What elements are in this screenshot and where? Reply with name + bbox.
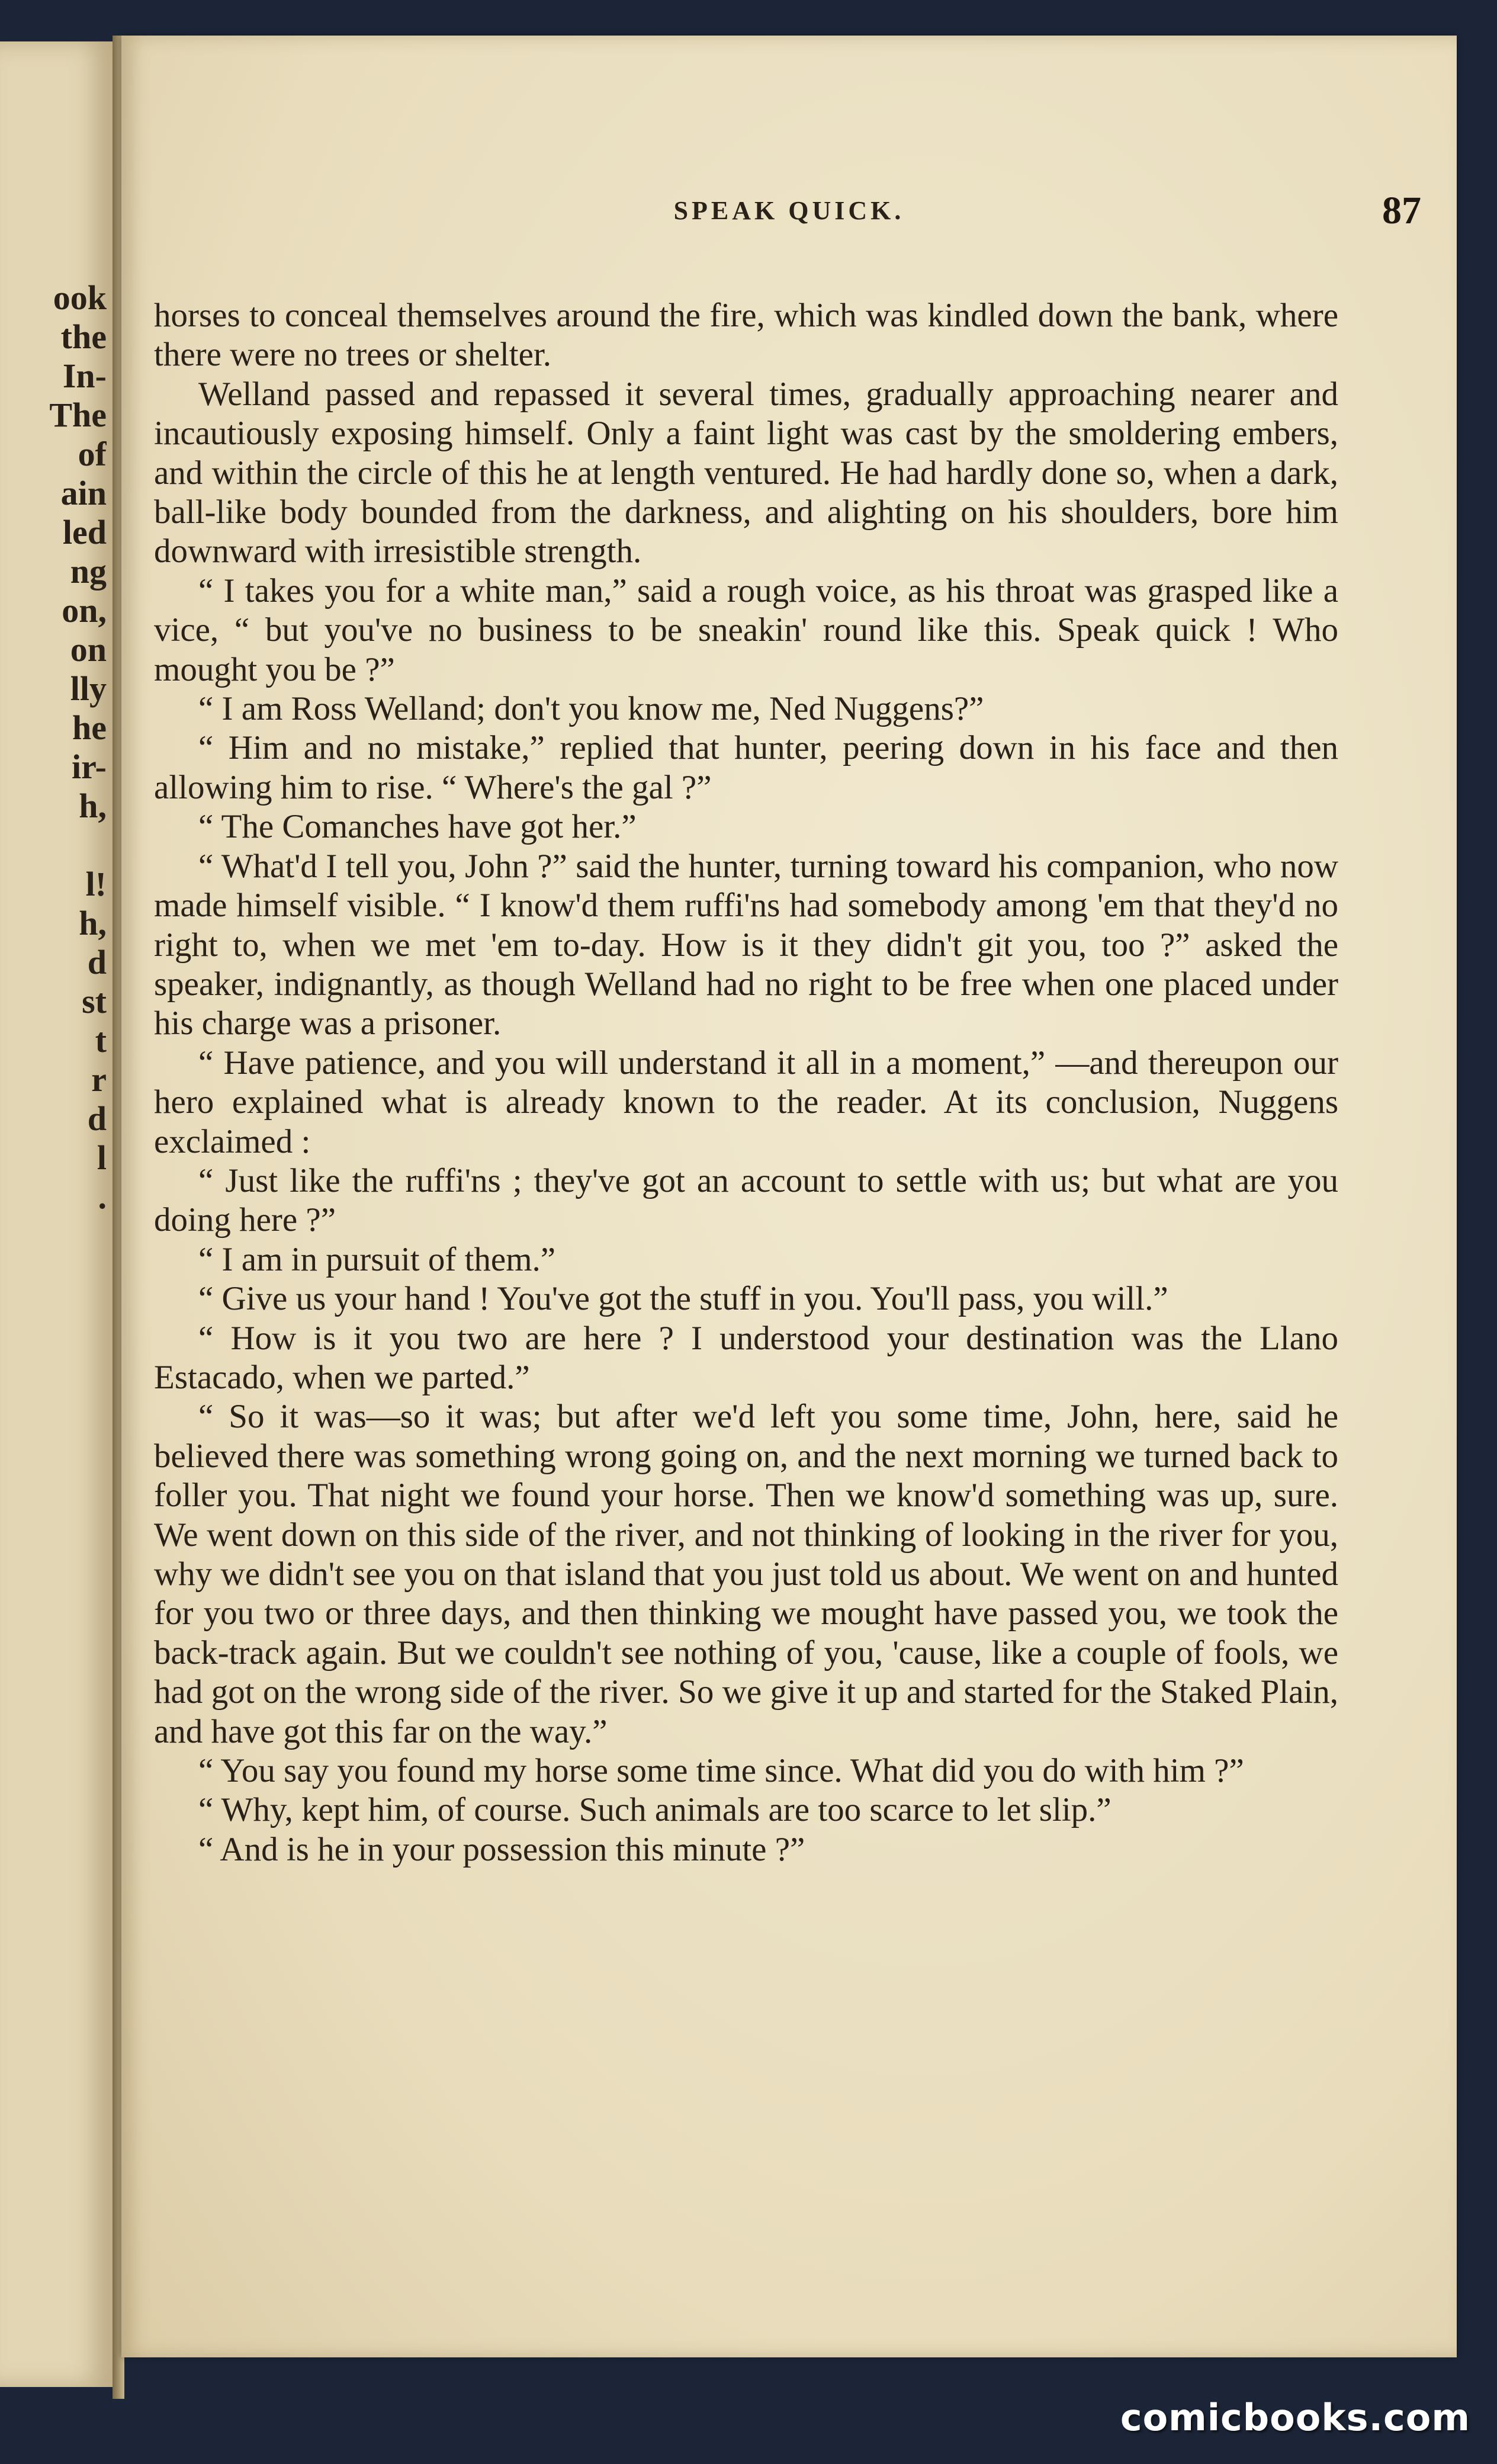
paragraph: “ I am Ross Welland; don't you know me, Ned Nuggens?” — [198, 690, 984, 728]
previous-page-line: led — [62, 513, 107, 551]
previous-page-line: he — [72, 708, 107, 747]
previous-page-line: ook — [53, 278, 107, 317]
previous-page-line: The — [49, 396, 107, 434]
book-page — [121, 36, 1457, 2357]
paragraph: “ Him and no mistake,” replied that hunter, peering down in his face and then allowing him to rise. “ Where's the gal ?” — [154, 729, 1338, 806]
paragraph: horses to conceal themselves around the fire, which was kindled down the bank, where there were no trees or shelter. — [154, 297, 1338, 374]
paragraph: “ I am in pursuit of them.” — [198, 1240, 556, 1278]
site-watermark: comicbooks.com — [1120, 2396, 1470, 2439]
page-number: 87 — [1382, 189, 1421, 232]
previous-page-line — [0, 826, 107, 865]
previous-page-line: d — [87, 1099, 107, 1138]
paragraph: Welland passed and repassed it several times, gradually approaching nearer and incautiously exposing himself. Only a faint light was cast by the smoldering embers, and within the circle of this he at length ventured. He had hardly done so, when a dark, ball-like body bounded from the darkness, and alighting on his shoulders, bore him downward with irresistible strength. — [154, 375, 1338, 570]
previous-page-line: l! — [85, 865, 107, 903]
previous-page-line: on, — [62, 591, 107, 630]
paragraph: “ So it was—so it was; but after we'd left you some time, John, here, said he believed there was something wrong going on, and the next morning we turned back to foller you. That night we found your horse. Then we know'd something was up, sure. We went down on this side of the river, and not thinking of looking in the river for you, why we didn't see you on that island that you just told us about. We went on and hunted for you two or three days, and then thinking we mought have passed you, we took the back-track again. But we couldn't see nothing of you, 'cause, like a couple of fools, we had got on the wrong side of the river. So we give it up and started for the Staked Plain, and have got this far on the way.” — [154, 1398, 1338, 1750]
running-head-title: SPEAK QUICK. — [673, 196, 905, 225]
previous-page-line: st — [82, 982, 107, 1021]
previous-page-line: on — [70, 630, 107, 669]
previous-page-line: r — [91, 1060, 107, 1099]
paragraph: “ You say you found my horse some time since. What did you do with him ?” — [198, 1752, 1244, 1790]
previous-page-line: of — [78, 435, 107, 473]
paragraph: “ How is it you two are here ? I understood your destination was the Llano Estacado, when we parted.” — [154, 1319, 1338, 1396]
previous-page-line: d — [87, 943, 107, 981]
paragraph: “ The Comanches have got her.” — [198, 808, 637, 846]
previous-page-line: ain — [60, 474, 107, 512]
paragraph: “ Have patience, and you will understand it all in a moment,” —and thereupon our hero explained what is already known to the reader. At its conclusion, Nuggens exclaimed : — [154, 1044, 1338, 1160]
previous-page-line: l — [97, 1138, 107, 1177]
previous-page-line: ng — [70, 552, 107, 591]
paragraph: “ Give us your hand ! You've got the stuff in you. You'll pass, you will.” — [198, 1280, 1168, 1318]
previous-page-line: h, — [79, 787, 107, 825]
previous-page-line: ir- — [71, 747, 107, 786]
page-body-text — [154, 296, 1338, 1869]
previous-page-line: In- — [62, 357, 107, 395]
paragraph: “ And is he in your possession this minute ?” — [198, 1830, 805, 1868]
paragraph: “ Just like the ruffi'ns ; they've got an account to settle with us; but what are you doing here ?” — [154, 1162, 1338, 1239]
previous-page-line: h, — [79, 904, 107, 942]
paragraph: “ What'd I tell you, John ?” said the hunter, turning toward his companion, who now made himself visible. “ I know'd them ruffi'ns had somebody among 'em that they'd no right to, when we met 'em to-day. How is it they didn't git you, too ?” asked the speaker, indignantly, as though Welland had no right to be free when one placed under his charge was a prisoner. — [154, 847, 1338, 1042]
paragraph: “ I takes you for a white man,” said a rough voice, as his throat was grasped like a vice, “ but you've no business to be sneakin' round like this. Speak quick ! Who mought you be ?” — [154, 572, 1338, 688]
previous-page-line: . — [98, 1178, 107, 1216]
previous-page-line: t — [95, 1021, 107, 1060]
previous-page-text-fragments — [0, 278, 107, 1217]
previous-page-line: lly — [70, 669, 107, 708]
running-head — [121, 189, 1457, 237]
previous-page-edge — [0, 41, 116, 2387]
paragraph: “ Why, kept him, of course. Such animals are too scarce to let slip.” — [198, 1791, 1111, 1829]
previous-page-line: the — [60, 317, 107, 356]
